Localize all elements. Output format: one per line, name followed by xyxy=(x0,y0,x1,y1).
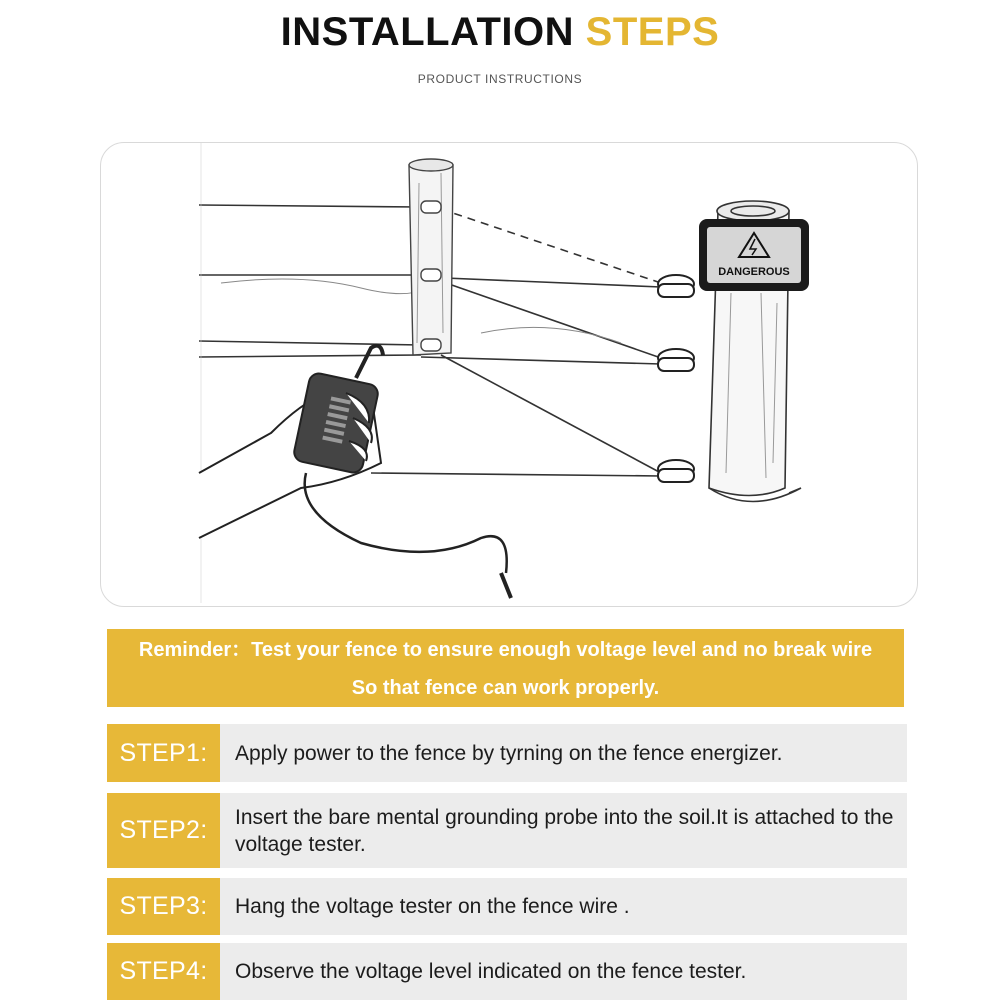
step-text: Apply power to the fence by tyrning on the fence energizer. xyxy=(235,741,783,765)
page-title xyxy=(0,10,1000,55)
step-text: Insert the bare mental grounding probe into the soil.It is attached to the voltage tester. xyxy=(235,805,894,856)
title-steps: STEPS xyxy=(585,10,720,54)
wire-3b-left xyxy=(199,355,421,357)
step-label: STEP1: xyxy=(107,724,220,782)
step-row-1 xyxy=(107,724,907,782)
title-installation: INSTALLATION xyxy=(280,10,575,54)
step-row-3 xyxy=(107,878,907,935)
step-text: Hang the voltage tester on the fence wire . xyxy=(235,895,630,918)
wire-diag-1 xyxy=(441,209,661,283)
wire-diag-3 xyxy=(441,355,661,473)
step-label: STEP4: xyxy=(107,943,220,1000)
wire-slack-1 xyxy=(221,278,441,294)
reminder-banner: Reminder：Test your fence to ensure enough voltage level and no break wire So that fence can work properly. xyxy=(107,629,904,707)
hand-with-tester xyxy=(199,346,511,598)
step-text: Observe the voltage level indicated on the fence tester. xyxy=(235,960,747,983)
step-row-4 xyxy=(107,943,907,1000)
insulators xyxy=(658,275,694,482)
far-fence-post xyxy=(409,159,453,355)
installation-illustration xyxy=(100,142,918,607)
step-row-2 xyxy=(107,793,907,868)
wire-diag-2 xyxy=(446,283,661,358)
step-label: STEP2: xyxy=(107,793,220,868)
fence-illustration xyxy=(101,143,918,607)
danger-sign xyxy=(699,219,809,291)
wire-top-left xyxy=(199,205,421,207)
wire-straight-2 xyxy=(421,277,661,287)
wire-slack-2 xyxy=(481,327,621,343)
step-label: STEP3: xyxy=(107,878,220,935)
page-subtitle: PRODUCT INSTRUCTIONS xyxy=(417,72,583,86)
danger-sign-text: DANGEROUS xyxy=(718,266,790,278)
wire-bottom xyxy=(371,473,661,476)
wire-3-left xyxy=(199,341,421,345)
